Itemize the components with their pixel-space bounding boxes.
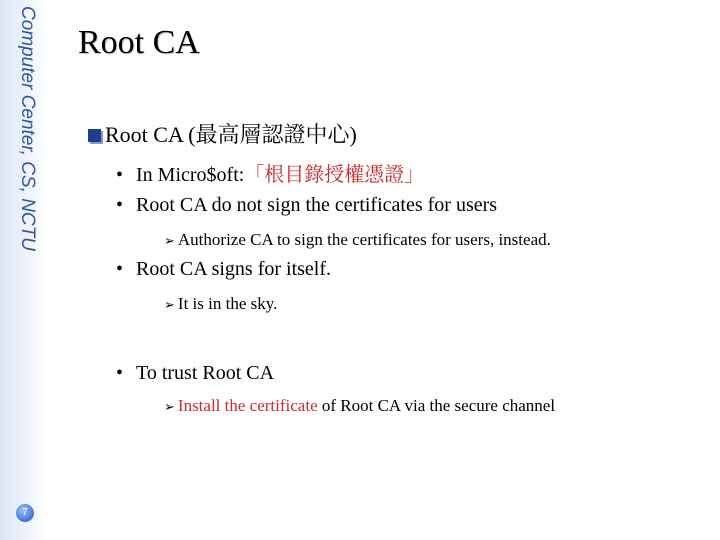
sub-bullet-text: It is in the sky.	[177, 294, 278, 313]
sub-bullet-text: Authorize CA to sign the certificates for users, instead.	[177, 230, 551, 249]
sub-bullet-text: of Root CA via the secure channel	[317, 396, 556, 415]
bullet-item	[116, 194, 497, 217]
bullet-text: To trust Root CA	[136, 362, 275, 384]
page-number-badge: 7	[16, 504, 34, 522]
sub-bullet-highlight: Install the certificate	[177, 396, 318, 415]
bullet-text: In Micro$oft:	[136, 164, 245, 186]
sub-bullet-item	[164, 230, 551, 250]
square-bullet-icon	[88, 129, 101, 142]
arrow-bullet-icon: ➢	[164, 234, 175, 249]
sub-bullet-item	[164, 396, 555, 416]
bullet-text: Root CA do not sign the certificates for users	[136, 194, 498, 216]
bullet-dot-icon: •	[116, 362, 124, 384]
bullet-item	[116, 158, 424, 187]
sidebar-label: Computer Center, CS, NCTU	[17, 6, 38, 251]
bullet-dot-icon: •	[116, 258, 124, 280]
bullet-highlight: 「根目錄授權憑證」	[244, 164, 425, 186]
bullet-dot-icon: •	[116, 164, 124, 186]
arrow-bullet-icon: ➢	[164, 400, 175, 415]
sidebar	[0, 0, 48, 540]
bullet-dot-icon: •	[116, 194, 124, 216]
main-point-text: Root CA (最高層認證中心)	[105, 122, 357, 147]
sub-bullet-item	[164, 294, 277, 314]
bullet-item	[116, 258, 331, 281]
arrow-bullet-icon: ➢	[164, 298, 175, 313]
slide-title: Root CA	[78, 24, 200, 61]
main-point	[88, 118, 357, 149]
bullet-text: Root CA signs for itself.	[136, 258, 332, 280]
bullet-item	[116, 362, 274, 385]
